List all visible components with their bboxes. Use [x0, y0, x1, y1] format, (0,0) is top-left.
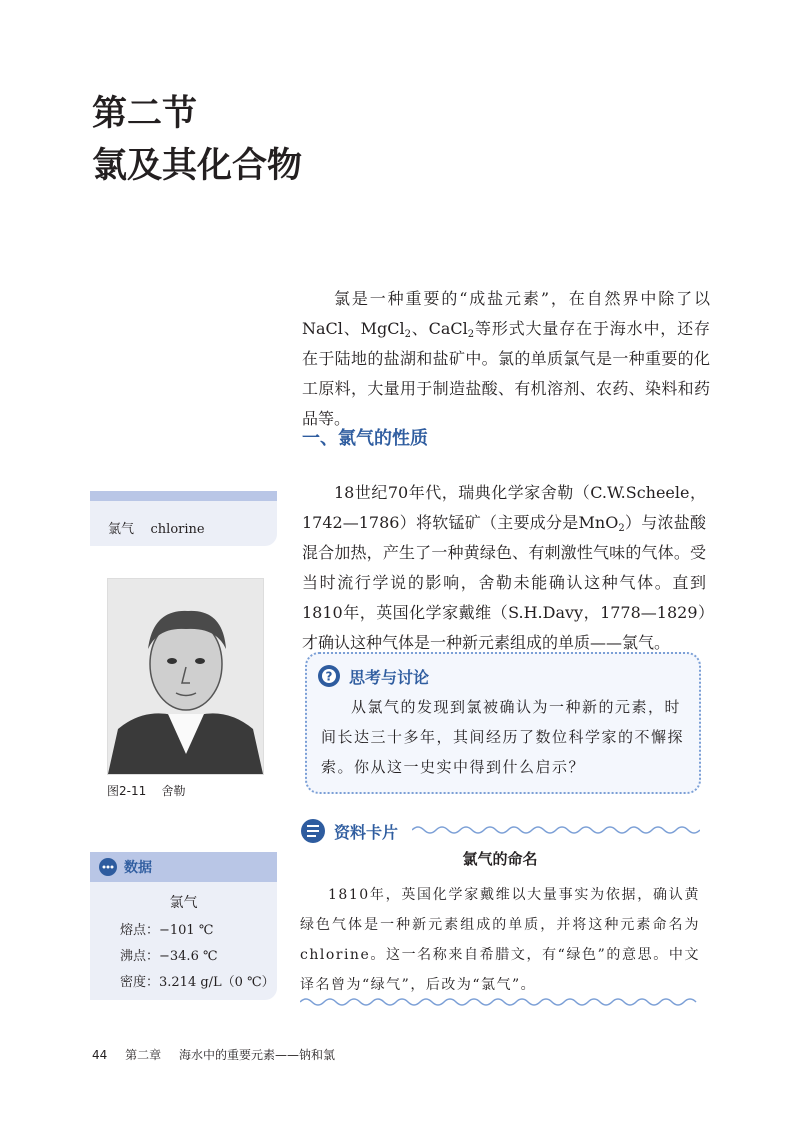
- history-text-a: 18世纪70年代，瑞典化学家舍勒（C.W.Scheele，1742—1786）将软锰矿（主要成分是MnO: [302, 483, 706, 532]
- info-card-text: [300, 880, 700, 1000]
- chapter-title: 海水中的重要元素——钠和氯: [178, 1048, 335, 1062]
- term-box: [90, 491, 277, 546]
- wave-divider-bottom: [300, 996, 700, 1008]
- intro-text-b: 、CaCl: [410, 319, 468, 338]
- info-card-subtitle: 氯气的命名: [462, 850, 538, 868]
- question-icon: [317, 664, 341, 688]
- boiling-point: 沸点：−34.6 ℃: [120, 949, 218, 964]
- section-title: [92, 88, 302, 192]
- page-footer: [92, 1046, 349, 1063]
- term-box-bar: [90, 491, 277, 501]
- discussion-paragraph: 从氯气的发现到氯被确认为一种新的元素，时间长达三十多年，其间经历了数位科学家的不懈探索。你从这一史实中得到什么启示？: [321, 698, 685, 776]
- intro-text-c: 等形式大量存在于海水中，还存在于陆地的盐湖和盐矿中。氯的单质氯气是一种重要的化工原料，大量用于制造盐酸、有机溶剂、农药、染料和药品等。: [302, 319, 710, 428]
- heading-chlorine-properties: 一、氯气的性质: [302, 428, 428, 449]
- scheele-portrait: [107, 578, 264, 775]
- info-card-header: [300, 818, 398, 844]
- subscript: 2: [618, 523, 625, 534]
- data-element-name: 氯气: [169, 895, 198, 911]
- density: 密度：3.214 g/L（0 ℃）: [120, 975, 275, 990]
- discussion-header: [317, 664, 429, 688]
- discussion-box: [305, 652, 701, 794]
- discussion-text: [321, 692, 693, 782]
- chat-icon: [98, 857, 118, 877]
- melting-point: 熔点：−101 ℃: [120, 923, 214, 938]
- info-card-title: 资料卡片: [334, 822, 399, 842]
- data-properties: [120, 918, 275, 996]
- data-box-title: 数据: [124, 860, 152, 876]
- data-box-header: [90, 852, 277, 882]
- portrait-illustration: [108, 579, 263, 774]
- info-card: [300, 818, 700, 1004]
- chapter-label: 第二章: [125, 1048, 162, 1062]
- info-card-paragraph: 1810年，英国化学家戴维以大量事实为依据，确认黄绿色气体是一种新元素组成的单质，并将这种元素命名为chlorine。这一名称来自希腊文，有“绿色”的意思。中文译名曾为“绿气”，后改为“氯气”。: [300, 887, 700, 993]
- history-paragraph: [302, 478, 706, 658]
- term-text: 氯气 chlorine: [108, 522, 205, 537]
- section-heading: 氯及其化合物: [92, 146, 303, 186]
- subscript: 2: [467, 329, 475, 340]
- svg-text:?: ?: [325, 669, 333, 684]
- discussion-title: 思考与讨论: [349, 667, 430, 687]
- history-text-b: ）与浓盐酸混合加热，产生了一种黄绿色、有刺激性气味的气体。受当时流行学说的影响，舍勒未能确认这种气体。直到1810年，英国化学家戴维（S.H.Davy，1778—1829）才确认这种气体是一种新元素组成的单质——氯气。: [302, 513, 706, 652]
- section-label: 第二节: [92, 94, 198, 134]
- document-icon: [300, 818, 326, 844]
- figure-caption: 图2-11 舍勒: [107, 784, 186, 798]
- data-box: [90, 852, 277, 1000]
- intro-text-a: 氯是一种重要的“成盐元素”，在自然界中除了以NaCl、MgCl: [302, 289, 710, 338]
- page-number: 44: [92, 1048, 108, 1062]
- intro-paragraph: [302, 284, 710, 434]
- wave-divider: [412, 824, 700, 836]
- subscript: 2: [404, 329, 411, 340]
